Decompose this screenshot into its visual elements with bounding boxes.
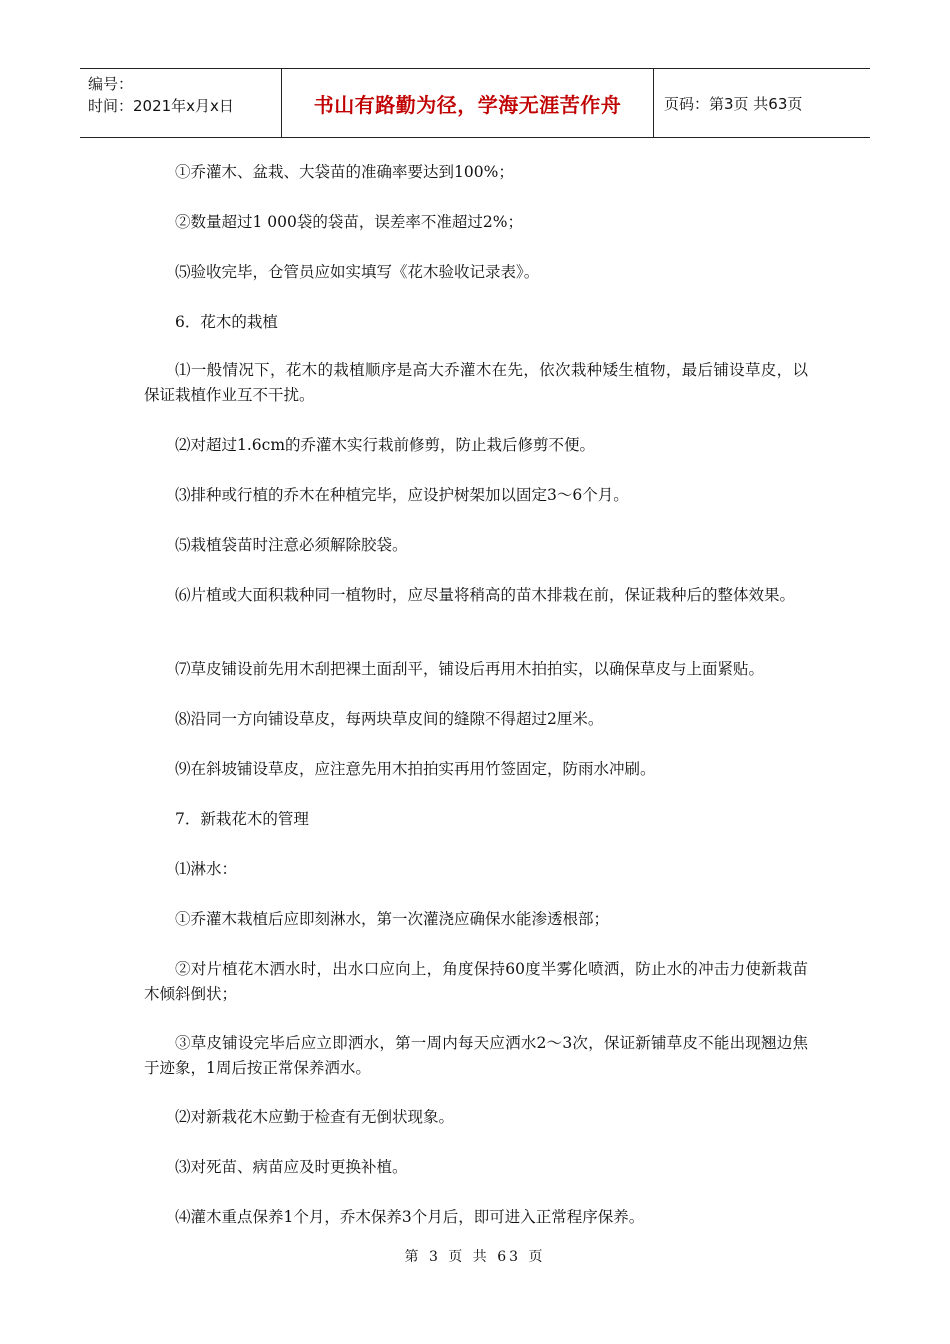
paragraph: ⑻沿同一方向铺设草皮，每两块草皮间的缝隙不得超过2厘米。 xyxy=(175,710,604,728)
page-footer: 第 3 页 共 63 页 xyxy=(404,1249,546,1265)
paragraph: ⑵对超过1.6cm的乔灌木实行栽前修剪，防止栽后修剪不便。 xyxy=(175,436,596,454)
paragraph: ③草皮铺设完毕后应立即洒水，第一周内每天应洒水2～3次，保证新铺草皮不能出现翘边焦于迹象，1周后按正常保养洒水。 xyxy=(144,1034,808,1077)
date-label: 时间：2021年x月x日 xyxy=(88,97,234,115)
paragraph: ⑸栽植袋苗时注意必须解除胶袋。 xyxy=(175,536,408,554)
paragraph: ⑴一般情况下，花木的栽植顺序是高大乔灌木在先，依次栽种矮生植物，最后铺设草皮，以保证栽植作业互不干扰。 xyxy=(144,361,808,404)
paragraph: ①乔灌木栽植后应即刻淋水，第一次灌浇应确保水能渗透根部； xyxy=(175,910,610,928)
header-meta xyxy=(80,69,282,137)
paragraph: ⑹片植或大面积栽种同一植物时，应尽量将稍高的苗木排栽在前，保证栽种后的整体效果。 xyxy=(175,586,796,604)
page-header xyxy=(80,68,870,138)
paragraph: ⑴淋水： xyxy=(175,860,238,878)
paragraph: ⑵对新栽花木应勤于检查有无倒状现象。 xyxy=(175,1108,455,1126)
header-motto: 书山有路勤为径，学海无涯苦作舟 xyxy=(282,69,654,137)
header-page-info: 页码：第3页 共63页 xyxy=(664,94,803,113)
paragraph: 7．新栽花木的管理 xyxy=(175,810,309,828)
paragraph: ⑶对死苗、病苗应及时更换补植。 xyxy=(175,1158,408,1176)
paragraph: ⑼在斜坡铺设草皮，应注意先用木拍拍实再用竹签固定，防雨水冲刷。 xyxy=(175,760,656,778)
paragraph: ①乔灌木、盆栽、大袋苗的准确率要达到100%； xyxy=(175,163,514,181)
paragraph: 6．花木的栽植 xyxy=(175,313,278,331)
paragraph: ②数量超过1 000袋的袋苗，误差率不准超过2%； xyxy=(175,213,523,231)
paragraph: ⑶排种或行植的乔木在种植完毕，应设护树架加以固定3～6个月。 xyxy=(175,486,629,504)
paragraph: ⑸验收完毕，仓管员应如实填写《花木验收记录表》。 xyxy=(175,263,540,281)
paragraph: ⑷灌木重点保养1个月，乔木保养3个月后，即可进入正常程序保养。 xyxy=(175,1208,645,1226)
paragraph: ②对片植花木洒水时，出水口应向上，角度保持60度半雾化喷洒，防止水的冲击力使新栽苗木倾斜倒状； xyxy=(144,960,808,1003)
paragraph: ⑺草皮铺设前先用木刮把裸土面刮平，铺设后再用木拍拍实，以确保草皮与上面紧贴。 xyxy=(175,660,765,678)
number-label: 编号： xyxy=(88,75,134,93)
